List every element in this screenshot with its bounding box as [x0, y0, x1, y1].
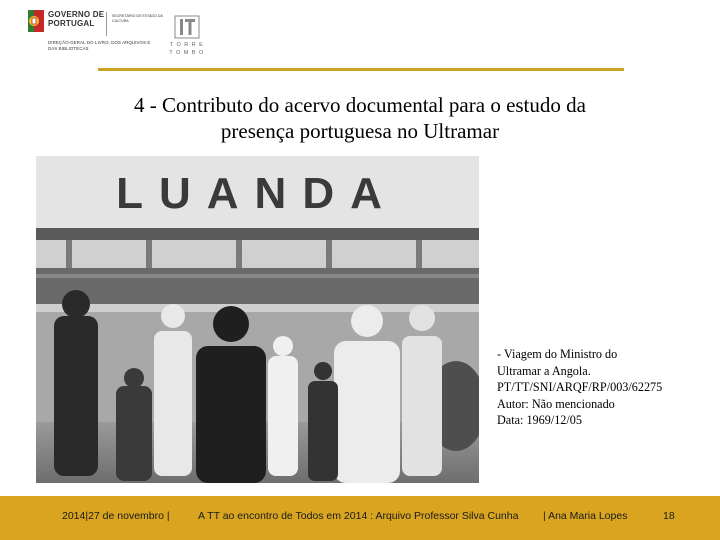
photo-caption — [497, 346, 712, 429]
caption-author: Autor: Não mencionado — [497, 396, 615, 411]
gov-logo-line1: GOVERNO DE — [48, 10, 105, 19]
caption-date: Data: 1969/12/05 — [497, 413, 582, 428]
logo-divider — [106, 12, 107, 36]
slide-title — [60, 92, 660, 144]
secretary-label: SECRETÁRIO DE ESTADO DA CULTURA — [112, 14, 163, 23]
luanda-airport-photo — [36, 156, 479, 483]
slide-title-line2: presença portuguesa no Ultramar — [220, 119, 500, 143]
gov-logo-text — [48, 10, 104, 28]
footer-date: 2014|27 de novembro | — [62, 510, 170, 522]
dglab-label: DIREÇÃO-GERAL DO LIVRO, DOS ARQUIVOS E DAS BIBLIOTECAS — [48, 40, 151, 51]
caption-reference: PT/TT/SNI/ARQF/RP/003/62275 — [497, 380, 663, 395]
torre-tombo-wordmark — [168, 41, 208, 57]
caption-line1: - Viagem do Ministro do — [497, 347, 618, 361]
slide-footer — [0, 496, 720, 540]
title-rule — [98, 68, 624, 71]
portugal-emblem-icon — [28, 10, 44, 32]
caption-line2: Ultramar a Angola. — [497, 363, 591, 378]
torre-tombo-line2: TOMBO — [169, 50, 207, 56]
torre-tombo-line1: TORRE — [169, 42, 207, 48]
photo-sign-text: LUANDA — [116, 169, 398, 218]
gov-logo-line2: PORTUGAL — [48, 19, 95, 28]
footer-event: A TT ao encontro de Todos em 2014 : Arquivo Professor Silva Cunha — [198, 510, 519, 522]
header-logos — [28, 8, 228, 58]
page-number: 18 — [663, 510, 675, 522]
slide-title-line1: 4 - Contributo do acervo documental para o estudo da — [134, 93, 586, 117]
footer-author: | Ana Maria Lopes — [543, 510, 628, 522]
torre-tombo-logo-icon — [174, 14, 200, 40]
